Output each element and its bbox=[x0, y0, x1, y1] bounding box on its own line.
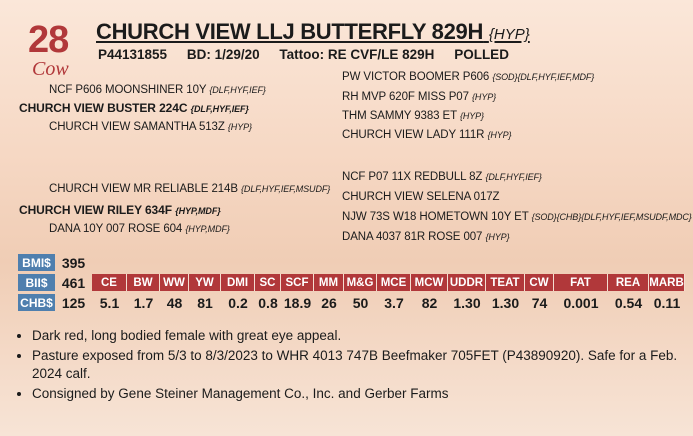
polled-status: POLLED bbox=[454, 47, 509, 62]
epd-value: 82 bbox=[421, 294, 438, 311]
epd-value: 0.001 bbox=[563, 294, 599, 311]
epd-value: 5.1 bbox=[99, 294, 120, 311]
pedigree-tags: {DLF,HYF,IEF} bbox=[190, 104, 249, 114]
epd-header: BW bbox=[127, 274, 160, 291]
animal-name-text: CHURCH VIEW LLJ BUTTERFLY 829H bbox=[96, 19, 484, 44]
note-item: • Dark red, long bodied female with great eye appeal. bbox=[32, 327, 692, 345]
epd-value: 48 bbox=[166, 294, 183, 311]
epd-header: M&G bbox=[344, 274, 377, 291]
pedigree-sire bbox=[19, 101, 249, 116]
pedigree-name: THM SAMMY 9383 ET bbox=[342, 110, 457, 122]
pedigree-sire-dam bbox=[49, 120, 252, 134]
epd-value: 0.54 bbox=[614, 294, 643, 311]
pedigree-name: CHURCH VIEW BUSTER 224C bbox=[19, 101, 188, 115]
epd-header: SCF bbox=[281, 274, 314, 291]
epd-header: SC bbox=[255, 274, 281, 291]
pedigree-tags: {DLF,HYF,IEF} bbox=[209, 85, 266, 95]
index-value: 125 bbox=[61, 294, 86, 311]
pedigree-name: CHURCH VIEW LADY 111R bbox=[342, 129, 485, 141]
pedigree-tags: {HYP} bbox=[472, 92, 497, 102]
epd-header: DMI bbox=[221, 274, 255, 291]
index-row-bmi bbox=[18, 254, 685, 271]
pedigree-name: DANA 4037 81R ROSE 007 bbox=[342, 231, 483, 243]
pedigree-tags: {HYP,MDF} bbox=[175, 206, 221, 216]
index-label: BII$ bbox=[18, 274, 55, 291]
pedigree-tags: {HYP} bbox=[227, 122, 252, 132]
lot-notes bbox=[16, 327, 692, 405]
index-value: 461 bbox=[61, 274, 86, 291]
lot-type: Cow bbox=[32, 58, 69, 80]
pedigree-name: CHURCH VIEW RILEY 634F bbox=[19, 203, 172, 217]
epd-header: YW bbox=[189, 274, 221, 291]
pedigree-line bbox=[342, 230, 510, 244]
epd-value: 1.30 bbox=[491, 294, 520, 311]
epd-value: 1.30 bbox=[453, 294, 481, 311]
pedigree-line bbox=[342, 170, 542, 184]
pedigree-name: CHURCH VIEW MR RELIABLE 214B bbox=[49, 183, 238, 195]
pedigree-name: RH MVP 620F MISS P07 bbox=[342, 91, 469, 103]
epd-header: WW bbox=[160, 274, 189, 291]
pedigree-sire-sire bbox=[49, 83, 266, 97]
pedigree-name: CHURCH VIEW SELENA 017Z bbox=[342, 191, 500, 203]
pedigree-line bbox=[342, 210, 692, 224]
pedigree-dam bbox=[19, 203, 221, 218]
pedigree-line bbox=[342, 70, 594, 84]
index-label: CHB$ bbox=[18, 294, 55, 311]
epd-value: 18.9 bbox=[283, 294, 312, 311]
animal-name bbox=[96, 20, 530, 47]
pedigree-name: PW VICTOR BOOMER P606 bbox=[342, 71, 490, 83]
pedigree-dam-sire bbox=[49, 182, 330, 196]
pedigree-tags: {HYP} bbox=[487, 130, 512, 140]
epd-value: 26 bbox=[321, 294, 337, 311]
pedigree-name: NJW 73S W18 HOMETOWN 10Y ET bbox=[342, 211, 529, 223]
epd-value: 81 bbox=[197, 294, 213, 311]
note-item: • Pasture exposed from 5/3 to 8/3/2023 to WHR 4013 747B Beefmaker 705FET (P43890920). Safe for a Feb. 2024 calf. bbox=[32, 347, 692, 383]
epd-value: 1.7 bbox=[133, 294, 154, 311]
index-value: 395 bbox=[61, 254, 86, 271]
epd-header: MCE bbox=[377, 274, 411, 291]
note-item: • Consigned by Gene Steiner Management Co., Inc. and Gerber Farms bbox=[32, 385, 692, 403]
pedigree-line bbox=[342, 109, 484, 123]
animal-details bbox=[98, 47, 525, 62]
epd-header: FAT bbox=[554, 274, 608, 291]
pedigree-tags: {SOD}{DLF,HYF,IEF,MDF} bbox=[492, 72, 595, 82]
epd-value: 3.7 bbox=[384, 294, 404, 311]
pedigree-line bbox=[342, 128, 511, 142]
index-row-bii bbox=[18, 274, 685, 291]
pedigree-name: NCF P07 11X REDBULL 8Z bbox=[342, 171, 483, 183]
epd-value: 74 bbox=[531, 294, 548, 311]
pedigree-tags: {DLF,HYF,IEF} bbox=[485, 172, 542, 182]
index-row-chb bbox=[18, 294, 685, 311]
epd-value: 0.8 bbox=[258, 294, 278, 311]
epd-header: CE bbox=[92, 274, 127, 291]
pedigree-tags: {HYP,MDF} bbox=[185, 224, 230, 234]
epd-value: 0.2 bbox=[228, 294, 248, 311]
epd-value: 50 bbox=[352, 294, 369, 311]
index-label: BMI$ bbox=[18, 254, 55, 271]
epd-header: CW bbox=[525, 274, 554, 291]
epd-header: REA bbox=[608, 274, 649, 291]
animal-genetic-tag: {HYP} bbox=[488, 26, 530, 43]
birth-date: BD: 1/29/20 bbox=[186, 47, 260, 62]
tattoo: Tattoo: RE CVF/LE 829H bbox=[279, 47, 435, 62]
pedigree-tags: {HYP} bbox=[459, 111, 484, 121]
pedigree-line bbox=[342, 90, 496, 104]
epd-header: MCW bbox=[411, 274, 448, 291]
epd-header: MARB bbox=[649, 274, 685, 291]
pedigree-tags: {HYP} bbox=[485, 232, 510, 242]
pedigree-name: NCF P606 MOONSHINER 10Y bbox=[49, 84, 207, 96]
registration-number: P44131855 bbox=[98, 47, 168, 62]
epd-header: UDDR bbox=[448, 274, 486, 291]
pedigree-name: DANA 10Y 007 ROSE 604 bbox=[49, 223, 183, 235]
epd-header: MM bbox=[314, 274, 344, 291]
epd-header: TEAT bbox=[486, 274, 525, 291]
lot-number: 28 bbox=[28, 19, 69, 61]
epd-table bbox=[18, 251, 685, 314]
pedigree-tags: {SOD}{CHB}{DLF,HYF,IEF,MSUDF,MDC} bbox=[531, 212, 692, 222]
epd-value: 0.11 bbox=[653, 294, 681, 311]
pedigree-dam-dam bbox=[49, 222, 230, 236]
pedigree-line bbox=[342, 190, 499, 204]
pedigree-tags: {DLF,HYF,IEF,MSUDF} bbox=[241, 184, 331, 194]
pedigree-name: CHURCH VIEW SAMANTHA 513Z bbox=[49, 121, 225, 133]
